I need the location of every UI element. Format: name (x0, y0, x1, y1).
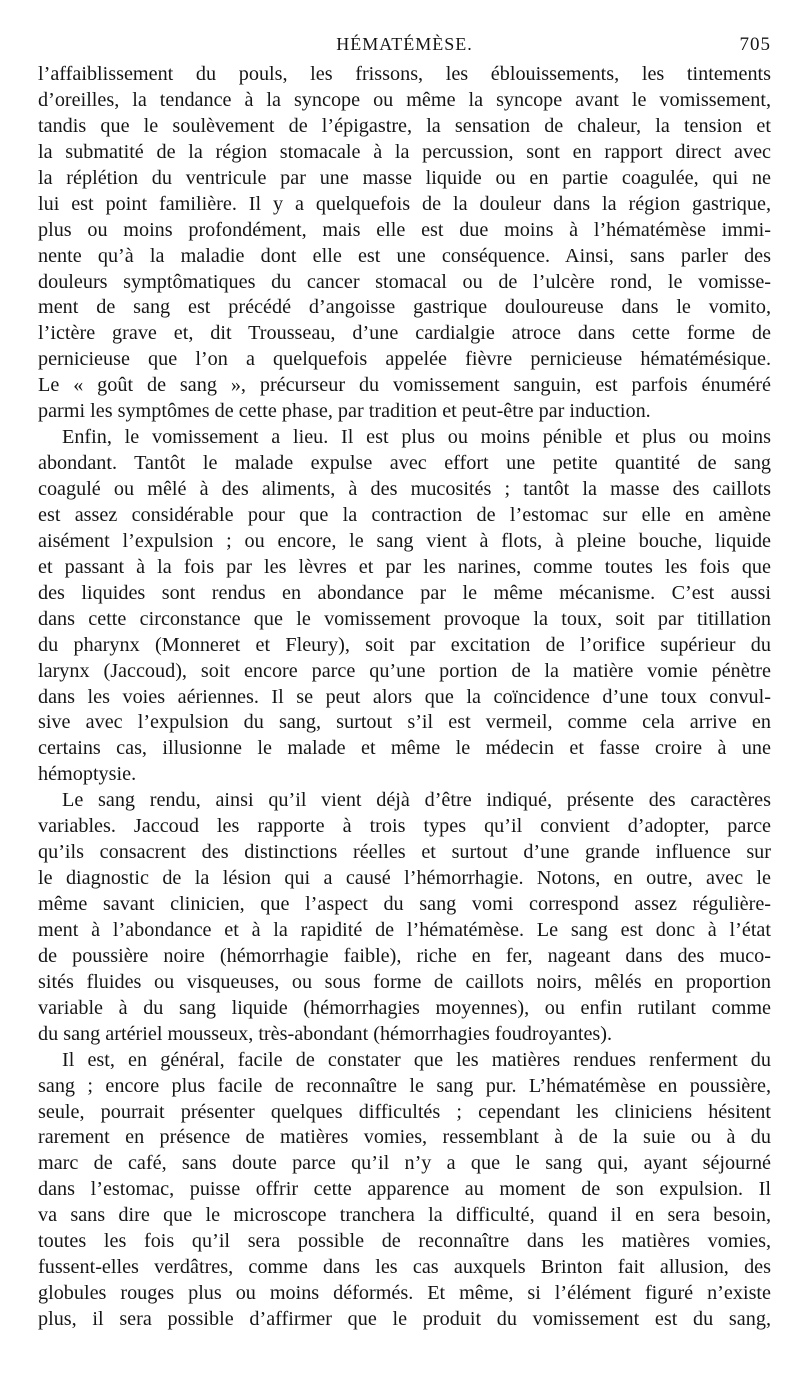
text-line: aisément l’expulsion ; ou encore, le sang vient à flots, à pleine bouche, liquide (38, 529, 771, 552)
text-line: hémoptysie. (38, 763, 137, 786)
paragraph (38, 62, 771, 425)
text-line: dans l’estomac, puisse offrir cette apparence au moment de son expulsion. Il (38, 1178, 771, 1201)
text-line: lui est point familière. Il y a quelquefois de la douleur dans la région gastrique, (38, 192, 771, 215)
text-line: le diagnostic de la lésion qui a causé l’hémorrhagie. Notons, en outre, avec le (38, 867, 771, 890)
text-line: variable à du sang liquide (hémorrhagies moyennes), ou enfin rutilant comme (38, 996, 771, 1019)
text-line: Il est, en général, facile de constater que les matières rendues renferment du (62, 1048, 771, 1071)
text-line: parmi les symptômes de cette phase, par tradition et peut-être par induction. (38, 400, 651, 423)
book-page (38, 30, 771, 1333)
paragraph (38, 425, 771, 788)
text-line: va sans dire que le microscope tranchera la difficulté, quand il en sera besoin, (38, 1204, 771, 1227)
body-text (38, 62, 771, 1333)
text-line: la réplétion du ventricule par une masse liquide ou en partie coagulée, qui ne (38, 166, 771, 189)
text-line: du sang artériel mousseux, très-abondant (hémorrhagies foudroyantes). (38, 1022, 613, 1045)
text-line: ment de sang est précédé d’angoisse gastrique douloureuse dans le vomito, (38, 296, 771, 319)
text-line: tandis que le soulèvement de l’épigastre, la sensation de chaleur, la tension et (38, 114, 771, 137)
text-line: des liquides sont rendus en abondance par le même mécanisme. C’est aussi (38, 581, 771, 604)
text-line: variables. Jaccoud les rapporte à trois types qu’il convient d’adopter, parce (38, 815, 771, 838)
text-line: dans cette circonstance que le vomissement provoque la toux, soit par titillation (38, 607, 771, 630)
text-line: l’affaiblissement du pouls, les frissons, les éblouissements, les tintements (38, 63, 771, 85)
running-header (38, 30, 771, 62)
text-line: fussent-elles verdâtres, comme dans les cas auxquels Brinton fait allusion, des (38, 1256, 771, 1279)
text-line: coagulé ou mêlé à des aliments, à des mucosités ; tantôt la masse des caillots (38, 478, 771, 500)
text-line: Enfin, le vomissement a lieu. Il est plus ou moins pénible et plus ou moins (62, 426, 771, 449)
text-line: sang ; encore plus facile de reconnaître le sang pur. L’hématémèse en poussière, (38, 1074, 771, 1097)
text-line: qu’ils consacrent des distinctions réelles et surtout d’une grande influence sur (38, 841, 771, 864)
page-number: 705 (739, 34, 771, 55)
text-line: douleurs symptômatiques du cancer stomacal ou de l’ulcère rond, le vomisse- (38, 270, 771, 293)
text-line: dans les voies aériennes. Il se peut alors que la coïncidence d’une toux convul- (38, 685, 771, 708)
text-line: marc de café, sans doute parce qu’il n’y a que le sang qui, ayant séjourné (38, 1152, 771, 1175)
text-line: certains cas, illusionne le malade et même le médecin et fasse croire à une (38, 737, 771, 760)
text-line: de poussière noire (hémorrhagie faible), riche en fer, nageant dans des muco- (38, 944, 771, 967)
text-line: larynx (Jaccoud), soit encore parce qu’une portion de la matière vomie pénètre (38, 659, 771, 682)
text-line: globules rouges plus ou moins déformés. Et même, si l’élément figuré n’existe (38, 1282, 771, 1305)
paragraph (38, 1048, 771, 1333)
text-line: du pharynx (Monneret et Fleury), soit par excitation de l’orifice supérieur du (38, 633, 771, 656)
text-line: sités fluides ou visqueuses, ou sous forme de caillots noirs, mêlés en proportion (38, 970, 771, 993)
text-line: Le sang rendu, ainsi qu’il vient déjà d’être indiqué, présente des caractères (62, 789, 771, 812)
text-line: même savant clinicien, que l’aspect du sang vomi correspond assez régulière- (38, 893, 771, 915)
text-line: rarement en présence de matières vomies, ressemblant à de la suie ou à du (38, 1126, 771, 1149)
text-line: seule, pourrait présenter quelques difficultés ; cependant les cliniciens hésitent (38, 1100, 771, 1123)
text-line: d’oreilles, la tendance à la syncope ou même la syncope avant le vomissement, (38, 88, 771, 111)
text-line: toutes les fois qu’il sera possible de reconnaître dans les matières vomies, (38, 1230, 771, 1253)
text-line: nente qu’à la maladie dont elle est une conséquence. Ainsi, sans parler des (38, 244, 771, 267)
text-line: abondant. Tantôt le malade expulse avec effort une petite quantité de sang (38, 452, 771, 475)
text-line: Le « goût de sang », précurseur du vomissement sanguin, est parfois énuméré (38, 374, 771, 397)
text-line: plus, il sera possible d’affirmer que le produit du vomissement est du sang, (38, 1308, 771, 1330)
text-line: et passant à la fois par les lèvres et par les narines, comme toutes les fois que (38, 555, 771, 578)
text-line: l’ictère grave et, dit Trousseau, d’une cardialgie atroce dans cette forme de (38, 322, 771, 345)
text-line: sive avec l’expulsion du sang, surtout s’il est vermeil, comme cela arrive en (38, 711, 771, 734)
text-line: la submatité de la région stomacale à la percussion, sont en rapport direct avec (38, 140, 771, 163)
text-line: plus ou moins profondément, mais elle est due moins à l’hématémèse immi- (38, 218, 771, 241)
running-title: HÉMATÉMÈSE. (336, 34, 473, 54)
text-line: est assez considérable pour que la contraction de l’estomac sur elle en amène (38, 503, 771, 526)
paragraph (38, 788, 771, 1047)
text-line: pernicieuse que l’on a quelquefois appelée fièvre pernicieuse hématémésique. (38, 348, 771, 371)
text-line: ment à l’abondance et à la rapidité de l’hématémèse. Le sang est donc à l’état (38, 918, 771, 941)
